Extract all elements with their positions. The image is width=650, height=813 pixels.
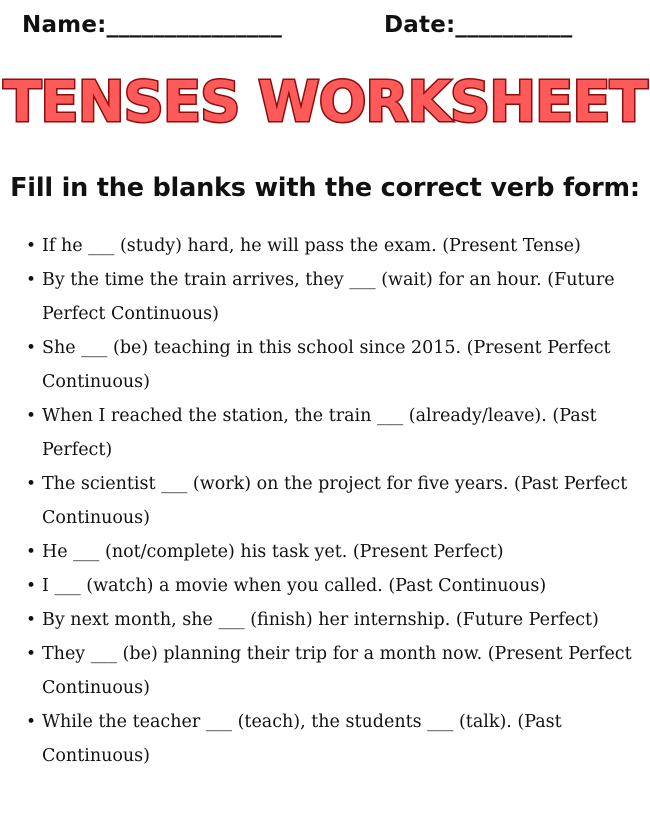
question-item: [22, 229, 637, 263]
question-text: By next month, she ___ (finish) her internship. (Future Perfect): [42, 610, 599, 630]
question-text: They ___ (be) planning their trip for a month now. (Present Perfect Continuous): [42, 644, 632, 698]
question-list: [22, 229, 637, 773]
worksheet-header: [0, 8, 650, 48]
bullet-icon: •: [26, 338, 37, 358]
question-text: When I reached the station, the train ___ (already/leave). (Past Perfect): [42, 406, 597, 460]
worksheet-title: TENSES WORKSHEET: [3, 70, 647, 135]
bullet-icon: •: [26, 406, 37, 426]
question-item: [22, 569, 637, 603]
bullet-icon: •: [26, 236, 37, 256]
question-text: If he ___ (study) hard, he will pass the exam. (Present Tense): [42, 236, 581, 256]
bullet-icon: •: [26, 712, 37, 732]
question-item: [22, 705, 637, 773]
bullet-icon: •: [26, 270, 37, 290]
date-field[interactable]: Date:__________: [384, 12, 573, 38]
name-field[interactable]: Name:_______________: [22, 12, 283, 38]
question-item: [22, 535, 637, 569]
question-item: [22, 263, 637, 331]
question-text: He ___ (not/complete) his task yet. (Present Perfect): [42, 542, 504, 562]
question-item: [22, 603, 637, 637]
question-item: [22, 467, 637, 535]
question-item: [22, 331, 637, 399]
bullet-icon: •: [26, 576, 37, 596]
question-item: [22, 637, 637, 705]
instructions-heading: Fill in the blanks with the correct verb form:: [10, 173, 640, 203]
question-text: By the time the train arrives, they ___ (wait) for an hour. (Future Perfect Continuous): [42, 270, 615, 324]
question-text: The scientist ___ (work) on the project for five years. (Past Perfect Continuous): [42, 474, 628, 528]
bullet-icon: •: [26, 610, 37, 630]
bullet-icon: •: [26, 644, 37, 664]
bullet-icon: •: [26, 542, 37, 562]
question-text: While the teacher ___ (teach), the students ___ (talk). (Past Continuous): [42, 712, 562, 766]
question-text: I ___ (watch) a movie when you called. (Past Continuous): [42, 576, 547, 596]
question-text: She ___ (be) teaching in this school since 2015. (Present Perfect Continuous): [42, 338, 611, 392]
bullet-icon: •: [26, 474, 37, 494]
question-item: [22, 399, 637, 467]
